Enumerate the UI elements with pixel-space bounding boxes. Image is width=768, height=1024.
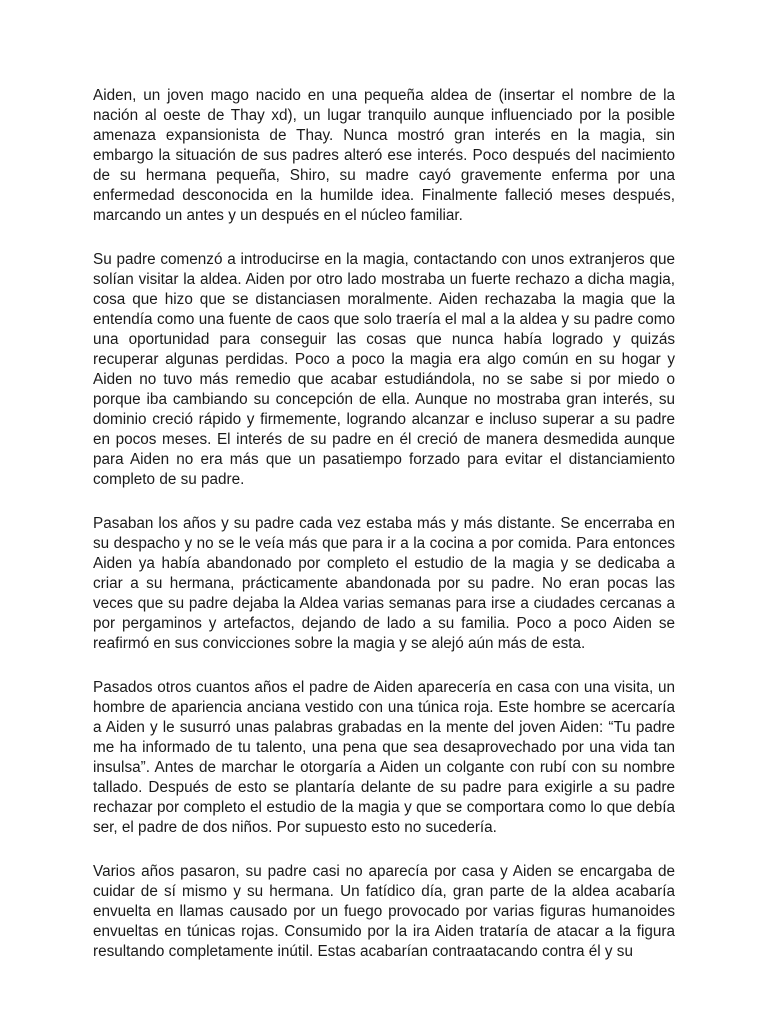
paragraph-3: Pasaban los años y su padre cada vez estaba más y más distante. Se encerraba en su despacho y no se le veía más que para ir a la cocina a por comida. Para entonces Aiden ya había abandonado por completo el estudio de la magia y se dedicaba a criar a su hermana, prácticamente abandonada por su padre. No eran pocas las veces que su padre dejaba la Aldea varias semanas para irse a ciudades cercanas a por pergaminos y artefactos, dejando de lado a su familia. Poco a poco Aiden se reafirmó en sus convicciones sobre la magia y se alejó aún más de esta.	[93, 515, 675, 652]
paragraph-5: Varios años pasaron, su padre casi no aparecía por casa y Aiden se encargaba de cuidar de sí mismo y su hermana. Un fatídico día, gran parte de la aldea acabaría envuelta en llamas causado por un fuego provocado por varias figuras humanoides envueltas en túnicas rojas. Consumido por la ira Aiden trataría de atacar a la figura resultando completamente inútil. Estas acabarían contraatacando contra él y su	[93, 863, 675, 960]
paragraph-4: Pasados otros cuantos años el padre de Aiden aparecería en casa con una visita, un hombre de apariencia anciana vestido con una túnica roja. Este hombre se acercaría a Aiden y le susurró unas palabras grabadas en la mente del joven Aiden: “Tu padre me ha informado de tu talento, una pena que sea desaprovechado por una vida tan insulsa”. Antes de marchar le otorgaría a Aiden un colgante con rubí con su nombre tallado. Después de esto se plantaría delante de su padre para exigirle a su padre rechazar por completo el estudio de la magia y que se comportara como lo que debía ser, el padre de dos niños. Por supuesto esto no sucedería.	[93, 679, 675, 836]
paragraph-2: Su padre comenzó a introducirse en la magia, contactando con unos extranjeros que solían visitar la aldea. Aiden por otro lado mostraba un fuerte rechazo a dicha magia, cosa que hizo que se distanciasen moralmente. Aiden rechazaba la magia que la entendía como una fuente de caos que solo traería el mal a la aldea y su padre como una oportunidad para conseguir las cosas que nunca había logrado y quizás recuperar algunas perdidas. Poco a poco la magia era algo común en su hogar y Aiden no tuvo más remedio que acabar estudiándola, no se sabe si por miedo o porque iba cambiando su concepción de ella. Aunque no mostraba gran interés, su dominio creció rápido y firmemente, logrando alcanzar e incluso superar a su padre en pocos meses. El interés de su padre en él creció de manera desmedida aunque para Aiden no era más que un pasatiempo forzado para evitar el distanciamiento completo de su padre.	[93, 251, 675, 488]
paragraph-1: Aiden, un joven mago nacido en una pequeña aldea de (insertar el nombre de la nación al oeste de Thay xd), un lugar tranquilo aunque influenciado por la posible amenaza expansionista de Thay. Nunca mostró gran interés en la magia, sin embargo la situación de sus padres alteró ese interés. Poco después del nacimiento de su hermana pequeña, Shiro, su madre cayó gravemente enferma por una enfermedad desconocida en la humilde idea. Finalmente falleció meses después, marcando un antes y un después en el núcleo familiar.	[93, 87, 675, 224]
